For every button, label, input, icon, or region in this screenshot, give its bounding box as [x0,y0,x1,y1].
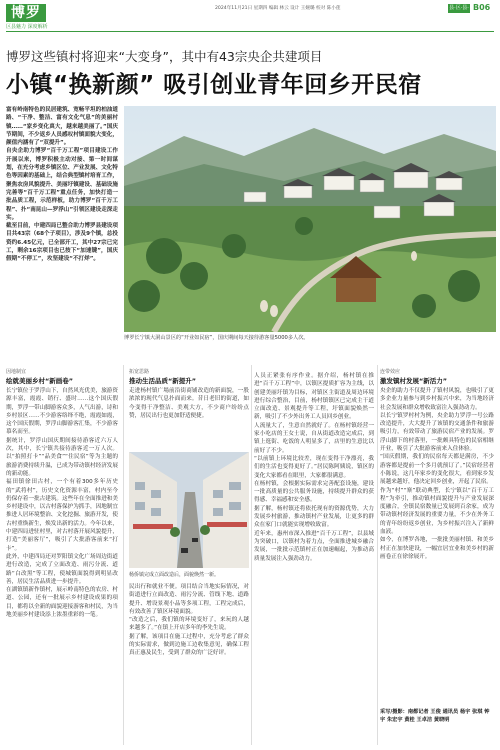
main-photo [124,106,496,332]
article-paragraph: 据了解，该项目在施工过程中，充分考虑了群众的实际需求，做到边施工边收集意见，确保工程真正惠及民生，受到了群众的广泛好评。 [129,633,249,657]
masthead-slogan: 区县魅力 深度解析 [6,24,48,30]
town-photo-illustration [124,106,496,332]
article-paragraph: 央企的助力不仅提升了镇村风貌，也吸引了更多企业力量参与到乡村振兴中来，为当地经济社会发展和群众增收致富注入强劲动力。 [380,388,494,411]
article-paragraph: 福田镇徐田古村，一个有着300多年历史的“武将村”，历史文化资源丰富，村内至今仍保存着一批古建筑。这些年在全面推进和美乡村建设中，以古村落保护为抓手，因地制宜推进人居环境整治、文化挖掘、旅游开发，使古村重焕新生，焕发出新的活力。今年以来，中建四局进驻村里，对古村落开展风貌提升，打造“美丽客厅”，吸引了大批游客前来“打卡”。 [6,479,118,552]
article-paragraph: 此外，中建四局还对罗阳镇文化广场周边街道进行改造，完成了立面改造、雨污分流、道路“白改黑”等工程，使城镇面貌得到明显改善，居民生活品质进一步提升。 [6,553,118,585]
lead-paragraph: 富有岭南特色的民居建筑、宽畅平坦的柏油道路、“干净、整洁、富有文化气息”的美丽村镇……“家乡变化真大，越来越美丽了。”国庆节期间，不少返乡人员感叹村镇面貌大变化，颜值内涵有了“双提升”。 [6,107,118,147]
section-title: 推动生活品质“新提升” [129,377,197,385]
lead-column [6,106,118,330]
column-divider [123,365,124,745]
article-paragraph: 长宁镇位于罗浮山下，自然风光优美，旅游资源丰富，霞霞、销行、盛时……这个国庆假期，罗浮一带山脚游客众多，人气出游，诗和乡村景区……不少游客络绎不绝，霞霞如霞，这个国庆假期，罗浮山脚游客汇集，不少游客慕名而至。 [6,388,118,436]
article-paragraph: 在杨村镇，会根据实际需求完善配套设施，建设一批高质量的公共服务设施，持续提升群众的获得感、幸福感和安全感。 [254,480,374,504]
lead-paragraph: 自央企助力博罗“百千万工程”项目建设工作开展以来，博罗积极主动对接、第一时间谋划，在充分考虑乡镇区位、产业发展、文化特色等因素的基础上，结合典型镇村培育工作，聚焦农房风貌提升、美丽圩镇建设、基础设施完善等“百千万工程”重点任务，加快打造一批品质工程，示范样板，助力博罗“百千万工程”、扑“南昆山—罗浮山”引领区建设走深走实。 [6,148,118,221]
lead-paragraph: 截至目前，中建四局已整合助力博罗县建设项目共43宗（68个子项目），涉及9个镇，总投资约6.45亿元，已全部开工，其中27宗已完工，剩余16宗项目也已按下“加速键”，国庆假期“不停工”，攻坚建设“不打烊”。 [6,223,118,263]
column-divider [377,365,378,745]
column-divider [251,365,252,745]
article-paragraph: 如今，在博罗各地，一批批美丽村镇、和美乡村正在加快建设，一幅宜居宜业和美乡村的新画卷正在徐徐展开。 [380,537,494,560]
article-paragraph: 作为“村”“寨”联动典型，长宁镇以“百千万工程”为牵引，推动镇村面貌提升与产业发展深度融合，全镇民宿数量已发展到百余家，成为带动镇村经济发展的重要力量，不少在外务工的青年纷纷返乡创业，为乡村振兴注入了新鲜血液。 [380,487,494,536]
article-paragraph: 据了解，杨村镇还将依托现有的资源优势，大力发展乡村旅游，推动镇村产业发展，让更多的群众在家门口就能实现增收致富。 [254,505,374,529]
masthead-logo: 博罗 [6,4,46,22]
article-column [129,583,249,745]
article-column [6,387,118,745]
article-paragraph: 人员正紧张有序作业。据介绍，杨村镇在推进“百千万工程”中，以镇区提质扩容为主线，以创建美丽圩镇为目标，对镇区主街道及周边环境进行综合整治，目前，杨村镇镇区已完成主干道立面改造、景观提升等工程，圩镇面貌焕然一新，吸引了不少外出务工人员回乡创业。 [254,373,374,421]
street-photo-caption: 杨侨镇完成立面改造后，面貌焕然一新。 [129,572,220,578]
section-label: 拓宽思路 [129,369,150,375]
main-photo-caption: 博罗长宁镇大洞山景区的“开业如民宿”，国庆期间每天接待游客量5000多人次。 [124,335,309,341]
header-info: 2024年11月21日 星期四 编辑 林云 设计 王婉璐 校对 陈小莲 [215,6,341,11]
article-paragraph: 在湖镇镇新作镇村，展示岭南特色的农房、村道、公园，还有一批展示乡村建设成果的项目，都将以全新的面貌迎接游客和村民，为当地美丽乡村建设添上浓墨重彩的一笔。 [6,587,118,619]
article-paragraph: “国庆假期，我们的民宿每天都是满房，不少游客都是提前一个多月就预订了。”民宿经营者小陈说，这几年家乡的变化很大，看到家乡发展越来越好，他决定回乡创业，开起了民宿。 [380,454,494,486]
section-label: 因地制宜 [6,369,27,375]
article-column [254,372,374,745]
article-paragraph: “以前镇上环境比较差，现在变得干净漂亮，我们的生活也变得更好了。”居民陈阿姨说，镇区的变化大家都看在眼里，大家都很满意。 [254,455,374,479]
page-number: B06 [473,3,491,12]
article-paragraph: 走进杨村镇广場前沿街商铺改造的新面貌，一股浓浓的现代气息扑面而来。昔日老旧的街道，如今变得干净整洁、美观大方，不少商户纷纷点赞，居民出行也更加舒适便捷。 [129,388,249,419]
section-label: 连带效应 [380,369,401,375]
section-title: 绘就美丽乡村“新画卷” [6,377,74,385]
page-tag: 县·区·县·读 [449,5,469,20]
byline-credits: 采写/摄影：南都记者 王俊 通讯员 杨宇 张琪 钟宇 朱宏宇 黄桂 王卓洁 黄晓明 [380,709,490,723]
street-photo-illustration [129,452,249,568]
section-title: 激发镇村发展“新活力” [380,377,448,385]
article-paragraph: 以长宁镇罗村村为例，央企助力罗浮一号公路改造提升，大大提升了该镇的交通条件和旅游吸引力，有效带动了旅游民宿产业的发展。罗浮山脚下的村落里，一批颇具特色的民宿相继开业，吸引了大批游客前来入住体验。 [380,412,494,453]
article-paragraph: 人流量大了，生意自然就好了。在杨村镇经营一家小吃店的王女士说，自从街道改造完成后，到镇上逛街、吃饭的人明显多了，店里的生意比以前好了不少。 [254,422,374,454]
masthead-rule [6,31,494,32]
article-column [380,387,494,707]
headline: 小镇“换新颜” 吸引创业青年回乡开民宿 [6,72,422,98]
article-paragraph: 据统计，罗浮山国庆期间接待游客近六万人次，其中，长宁镇共接待游客近一万人次。以“拍照打卡”“品美食”“住民宿”等为主题的旅游消费持续升温，已成为带动镇村经济发展的新动能。 [6,437,118,477]
subhead: 博罗这些镇村将迎来“大变身”，其中有43宗央企共建项目 [6,49,323,64]
article-paragraph: 民出行和就业不便。项目结合当地实际情况，对街道进行立面改造、雨污分流、管线下地、道路提升、增设景观小品等多项工程，工程完成后，有效改善了镇区环境面貌。 [129,584,249,615]
street-photo [129,452,249,568]
article-paragraph: “改造之后，我们镇的环境变好了，来玩的人越来越多了。”在镇上开店多年的李先生说。 [129,617,249,632]
article-column [129,387,249,451]
article-paragraph: 近年来，惠州市深入推进“百千万工程”，以县域为突破口，以镇村为着力点，全面推进城乡融合发展，一批批示范镇村正在加速崛起，为推动高质量发展注入强劲动力。 [254,530,374,562]
